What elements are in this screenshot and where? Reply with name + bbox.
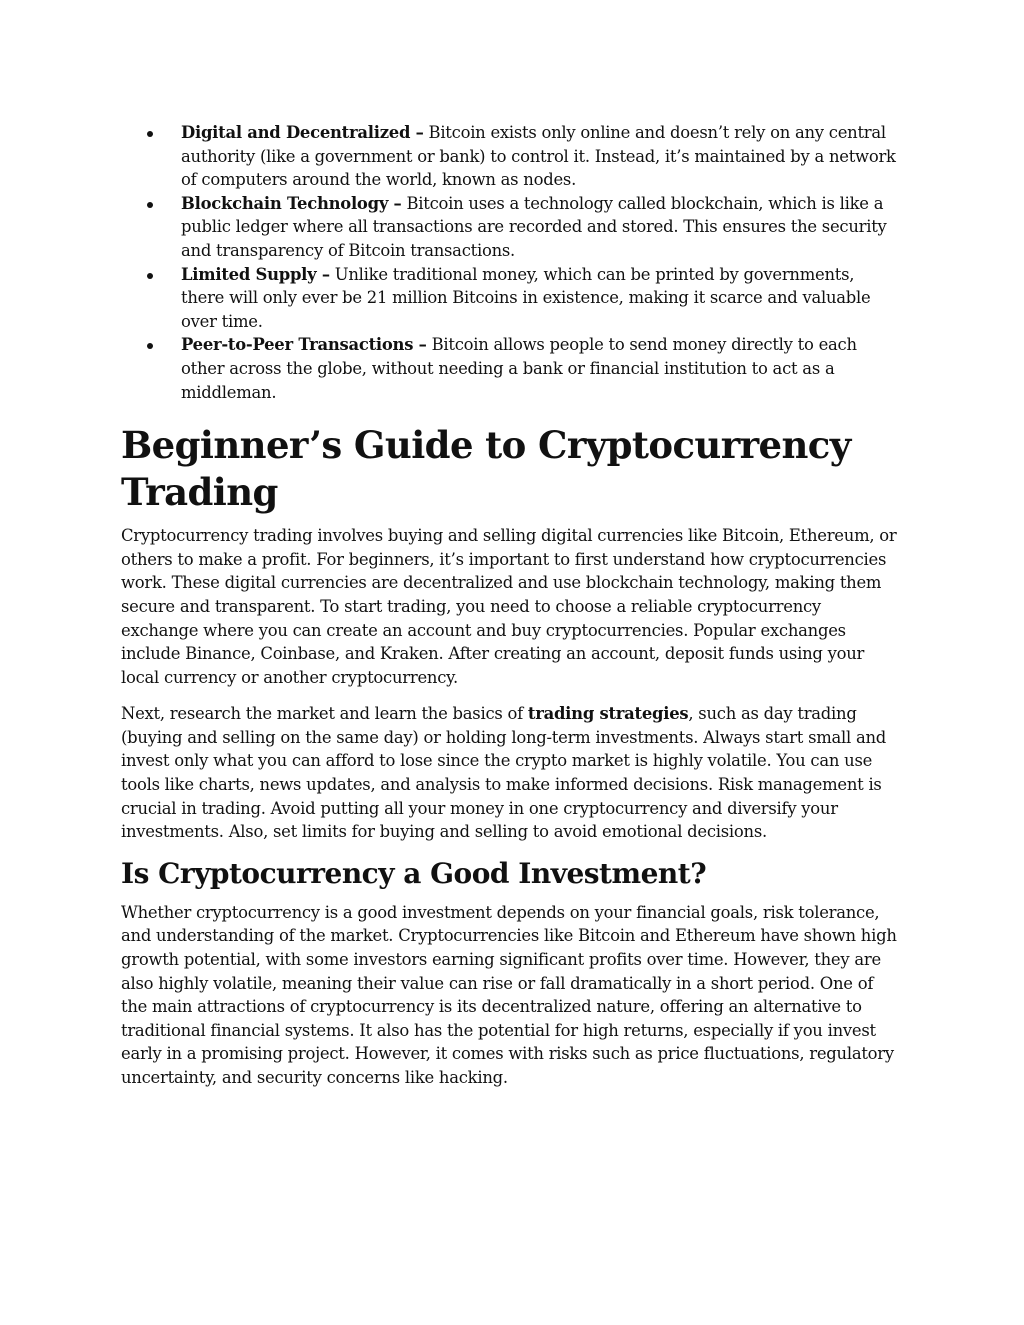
list-item-text: Unlike traditional money, which can be printed by governments, there will only ever be 21 million Bitcoins in existence, making it scarce and valuable over time. — [181, 264, 871, 331]
bitcoin-features-list — [121, 121, 901, 404]
list-item-term: Peer-to-Peer Transactions – — [181, 335, 427, 355]
investment-paragraph: Whether cryptocurrency is a good investment depends on your financial goals, risk tolerance, and understanding of the market. Cryptocurrencies like Bitcoin and Ethereum have shown high growth potential, with some investors earning significant profits over time. However, they are also highly volatile, meaning their value can rise or fall dramatically in a short period. One of the main attractions of cryptocurrency is its decentralized nature, offering an alternative to traditional financial systems. It also has the potential for high returns, especially if you invest early in a promising project. However, it comes with risks such as price fluctuations, regulatory uncertainty, and security concerns like hacking. — [121, 902, 897, 1087]
guide-paragraph-2-end: , such as day trading (buying and selling on the same day) or holding long-term investments. Always start small and invest only what you can afford to lose since the crypto market is highly volatile. You can use tools like charts, news updates, and analysis to make informed decisions. Risk management is crucial in trading. Avoid putting all your money in one cryptocurrency and diversify your investments. Also, set limits for buying and selling to avoid emotional decisions. — [121, 704, 887, 842]
bullet-icon — [147, 343, 153, 349]
guide-paragraph-2-start: Next, research the market and learn the basics of — [121, 704, 528, 724]
list-item-text: Bitcoin uses a technology called blockchain, which is like a public ledger where all transactions are recorded and stored. This ensures the security and transparency of Bitcoin transactions. — [181, 193, 887, 260]
list-item-text: Bitcoin exists only online and doesn’t rely on any central authority (like a government or bank) to control it. Instead, it’s maintained by a network of computers around the world, known as nodes. — [181, 123, 896, 190]
document-content — [121, 121, 901, 1102]
list-item — [121, 121, 901, 192]
guide-paragraph-2 — [121, 702, 901, 844]
guide-heading: Beginner’s Guide to Cryptocurrency Trading — [121, 423, 851, 515]
list-item — [121, 333, 901, 404]
bullet-icon — [147, 273, 153, 279]
bullet-icon — [147, 202, 153, 208]
list-item — [121, 263, 901, 334]
list-item-term: Limited Supply – — [181, 264, 330, 284]
investment-heading: Is Cryptocurrency a Good Investment? — [121, 856, 707, 890]
bullet-icon — [147, 131, 153, 137]
list-item-term: Blockchain Technology – — [181, 193, 402, 213]
trading-strategies-keyword: trading strategies — [527, 704, 689, 724]
list-item-text: Bitcoin allows people to send money directly to each other across the globe, without needing a bank or financial institution to act as a middleman. — [181, 335, 857, 402]
guide-paragraph-1: Cryptocurrency trading involves buying and selling digital currencies like Bitcoin, Ethereum, or others to make a profit. For beginners, it’s important to first understand how cryptocurrencies work. These digital currencies are decentralized and use blockchain technology, making them secure and transparent. To start trading, you need to choose a reliable cryptocurrency exchange where you can create an account and buy cryptocurrencies. Popular exchanges include Binance, Coinbase, and Kraken. After creating an account, deposit funds using your local currency or another cryptocurrency. — [121, 526, 897, 687]
list-item — [121, 192, 901, 263]
list-item-term: Digital and Decentralized – — [181, 123, 424, 142]
